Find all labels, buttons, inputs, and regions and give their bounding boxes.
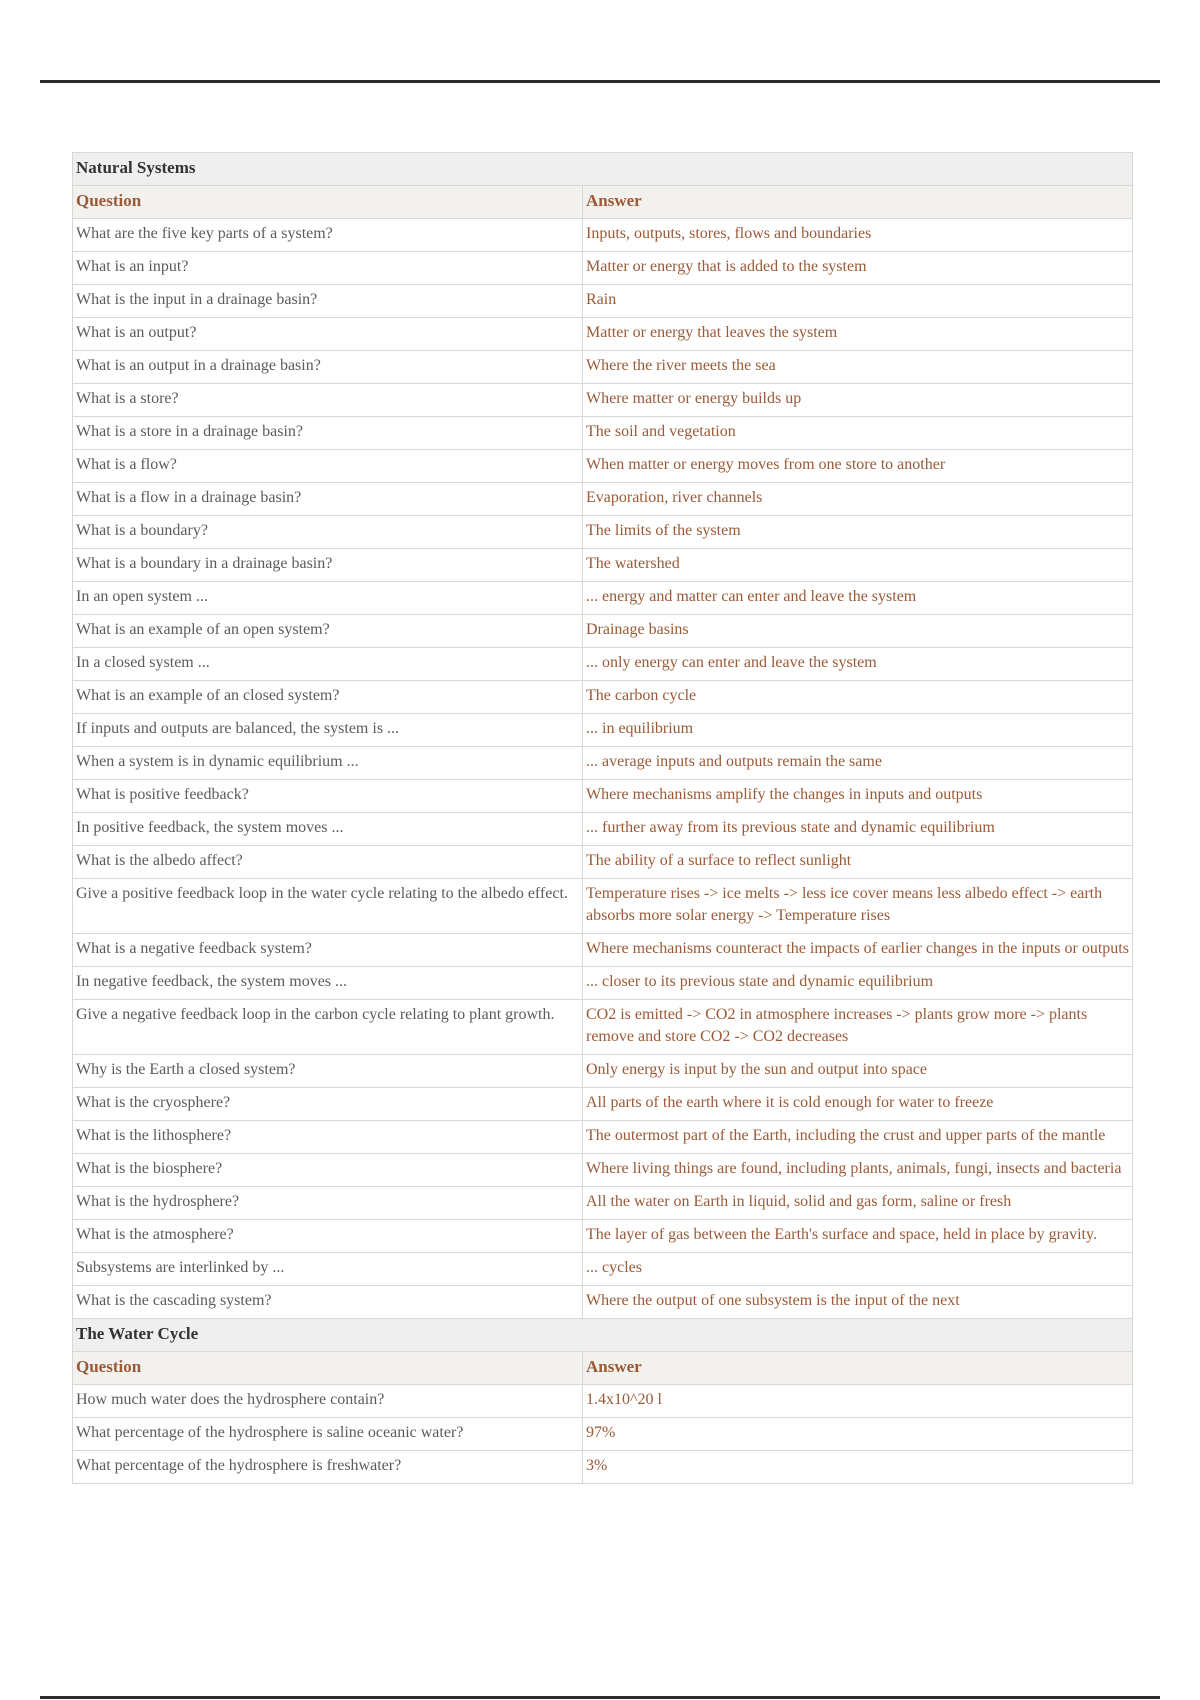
table-row: [73, 219, 1133, 252]
column-header-row: [73, 1352, 1133, 1385]
table-row: [73, 747, 1133, 780]
table-row: [73, 1418, 1133, 1451]
question-cell: What is the lithosphere?: [73, 1121, 583, 1154]
question-cell: When a system is in dynamic equilibrium ...: [73, 747, 583, 780]
table-row: [73, 1154, 1133, 1187]
question-cell: What is a store in a drainage basin?: [73, 417, 583, 450]
answer-column-header: Answer: [583, 1352, 1133, 1385]
question-cell: What is a boundary in a drainage basin?: [73, 549, 583, 582]
answer-cell: Where living things are found, including plants, animals, fungi, insects and bacteria: [583, 1154, 1133, 1187]
table-row: [73, 450, 1133, 483]
answer-cell: ... cycles: [583, 1253, 1133, 1286]
answer-cell: Matter or energy that is added to the system: [583, 252, 1133, 285]
table-row: [73, 846, 1133, 879]
answer-cell: Where the river meets the sea: [583, 351, 1133, 384]
table-row: [73, 318, 1133, 351]
question-cell: What is the input in a drainage basin?: [73, 285, 583, 318]
bottom-rule: [40, 1696, 1160, 1699]
question-cell: In positive feedback, the system moves ...: [73, 813, 583, 846]
answer-cell: ... energy and matter can enter and leave the system: [583, 582, 1133, 615]
question-cell: Subsystems are interlinked by ...: [73, 1253, 583, 1286]
answer-column-header: Answer: [583, 186, 1133, 219]
answer-cell: Only energy is input by the sun and output into space: [583, 1055, 1133, 1088]
answer-cell: The carbon cycle: [583, 681, 1133, 714]
table-row: [73, 384, 1133, 417]
section-title-row: [73, 153, 1133, 186]
answer-cell: ... further away from its previous state and dynamic equilibrium: [583, 813, 1133, 846]
section-title-row: [73, 1319, 1133, 1352]
qa-table: [72, 152, 1133, 1484]
question-column-header: Question: [73, 1352, 583, 1385]
question-cell: In a closed system ...: [73, 648, 583, 681]
table-row: [73, 934, 1133, 967]
answer-cell: Temperature rises -> ice melts -> less ice cover means less albedo effect -> earth absorbs more solar energy -> Temperature rises: [583, 879, 1133, 934]
question-cell: If inputs and outputs are balanced, the system is ...: [73, 714, 583, 747]
answer-cell: The outermost part of the Earth, including the crust and upper parts of the mantle: [583, 1121, 1133, 1154]
question-cell: What percentage of the hydrosphere is saline oceanic water?: [73, 1418, 583, 1451]
table-row: [73, 1385, 1133, 1418]
answer-cell: The soil and vegetation: [583, 417, 1133, 450]
table-row: [73, 1000, 1133, 1055]
table-row: [73, 1187, 1133, 1220]
answer-cell: Evaporation, river channels: [583, 483, 1133, 516]
table-row: [73, 1055, 1133, 1088]
question-cell: What are the five key parts of a system?: [73, 219, 583, 252]
table-row: [73, 516, 1133, 549]
answer-cell: When matter or energy moves from one store to another: [583, 450, 1133, 483]
question-cell: What is an output?: [73, 318, 583, 351]
question-cell: What is the albedo affect?: [73, 846, 583, 879]
question-cell: What is the cascading system?: [73, 1286, 583, 1319]
answer-cell: ... in equilibrium: [583, 714, 1133, 747]
table-row: [73, 483, 1133, 516]
question-cell: What is a negative feedback system?: [73, 934, 583, 967]
question-cell: What is an example of an closed system?: [73, 681, 583, 714]
answer-cell: Inputs, outputs, stores, flows and boundaries: [583, 219, 1133, 252]
table-row: [73, 1286, 1133, 1319]
table-row: [73, 1220, 1133, 1253]
table-row: [73, 714, 1133, 747]
question-cell: In negative feedback, the system moves ...: [73, 967, 583, 1000]
answer-cell: The layer of gas between the Earth's surface and space, held in place by gravity.: [583, 1220, 1133, 1253]
question-cell: Give a positive feedback loop in the water cycle relating to the albedo effect.: [73, 879, 583, 934]
table-row: [73, 252, 1133, 285]
table-row: [73, 780, 1133, 813]
question-cell: How much water does the hydrosphere contain?: [73, 1385, 583, 1418]
table-row: [73, 582, 1133, 615]
question-cell: What is a boundary?: [73, 516, 583, 549]
question-cell: Give a negative feedback loop in the carbon cycle relating to plant growth.: [73, 1000, 583, 1055]
table-row: [73, 813, 1133, 846]
answer-cell: CO2 is emitted -> CO2 in atmosphere increases -> plants grow more -> plants remove and store CO2 -> CO2 decreases: [583, 1000, 1133, 1055]
answer-cell: 97%: [583, 1418, 1133, 1451]
question-cell: Why is the Earth a closed system?: [73, 1055, 583, 1088]
answer-cell: The ability of a surface to reflect sunlight: [583, 846, 1133, 879]
answer-cell: Matter or energy that leaves the system: [583, 318, 1133, 351]
table-row: [73, 549, 1133, 582]
table-row: [73, 1088, 1133, 1121]
table-row: [73, 285, 1133, 318]
question-column-header: Question: [73, 186, 583, 219]
question-cell: What is an example of an open system?: [73, 615, 583, 648]
answer-cell: Drainage basins: [583, 615, 1133, 648]
answer-cell: ... average inputs and outputs remain the same: [583, 747, 1133, 780]
answer-cell: Where the output of one subsystem is the input of the next: [583, 1286, 1133, 1319]
question-cell: What is an input?: [73, 252, 583, 285]
table-row: [73, 648, 1133, 681]
answer-cell: Rain: [583, 285, 1133, 318]
question-cell: In an open system ...: [73, 582, 583, 615]
column-header-row: [73, 186, 1133, 219]
question-cell: What is a flow?: [73, 450, 583, 483]
answer-cell: Where matter or energy builds up: [583, 384, 1133, 417]
table-row: [73, 351, 1133, 384]
question-cell: What is the atmosphere?: [73, 1220, 583, 1253]
table-row: [73, 681, 1133, 714]
question-cell: What is a store?: [73, 384, 583, 417]
section-title: Natural Systems: [73, 153, 1133, 186]
question-cell: What is the cryosphere?: [73, 1088, 583, 1121]
table-row: [73, 967, 1133, 1000]
answer-cell: ... only energy can enter and leave the system: [583, 648, 1133, 681]
top-rule: [40, 80, 1160, 83]
answer-cell: Where mechanisms amplify the changes in inputs and outputs: [583, 780, 1133, 813]
answer-cell: 3%: [583, 1451, 1133, 1484]
question-cell: What is the biosphere?: [73, 1154, 583, 1187]
answer-cell: The limits of the system: [583, 516, 1133, 549]
table-row: [73, 1121, 1133, 1154]
question-cell: What percentage of the hydrosphere is freshwater?: [73, 1451, 583, 1484]
answer-cell: Where mechanisms counteract the impacts of earlier changes in the inputs or outputs: [583, 934, 1133, 967]
question-cell: What is a flow in a drainage basin?: [73, 483, 583, 516]
question-cell: What is the hydrosphere?: [73, 1187, 583, 1220]
table-row: [73, 879, 1133, 934]
qa-table-body: [73, 153, 1133, 1484]
answer-cell: The watershed: [583, 549, 1133, 582]
table-row: [73, 417, 1133, 450]
question-cell: What is positive feedback?: [73, 780, 583, 813]
table-row: [73, 1253, 1133, 1286]
answer-cell: All the water on Earth in liquid, solid and gas form, saline or fresh: [583, 1187, 1133, 1220]
answer-cell: 1.4x10^20 l: [583, 1385, 1133, 1418]
answer-cell: ... closer to its previous state and dynamic equilibrium: [583, 967, 1133, 1000]
table-row: [73, 1451, 1133, 1484]
section-title: The Water Cycle: [73, 1319, 1133, 1352]
answer-cell: All parts of the earth where it is cold enough for water to freeze: [583, 1088, 1133, 1121]
table-row: [73, 615, 1133, 648]
question-cell: What is an output in a drainage basin?: [73, 351, 583, 384]
